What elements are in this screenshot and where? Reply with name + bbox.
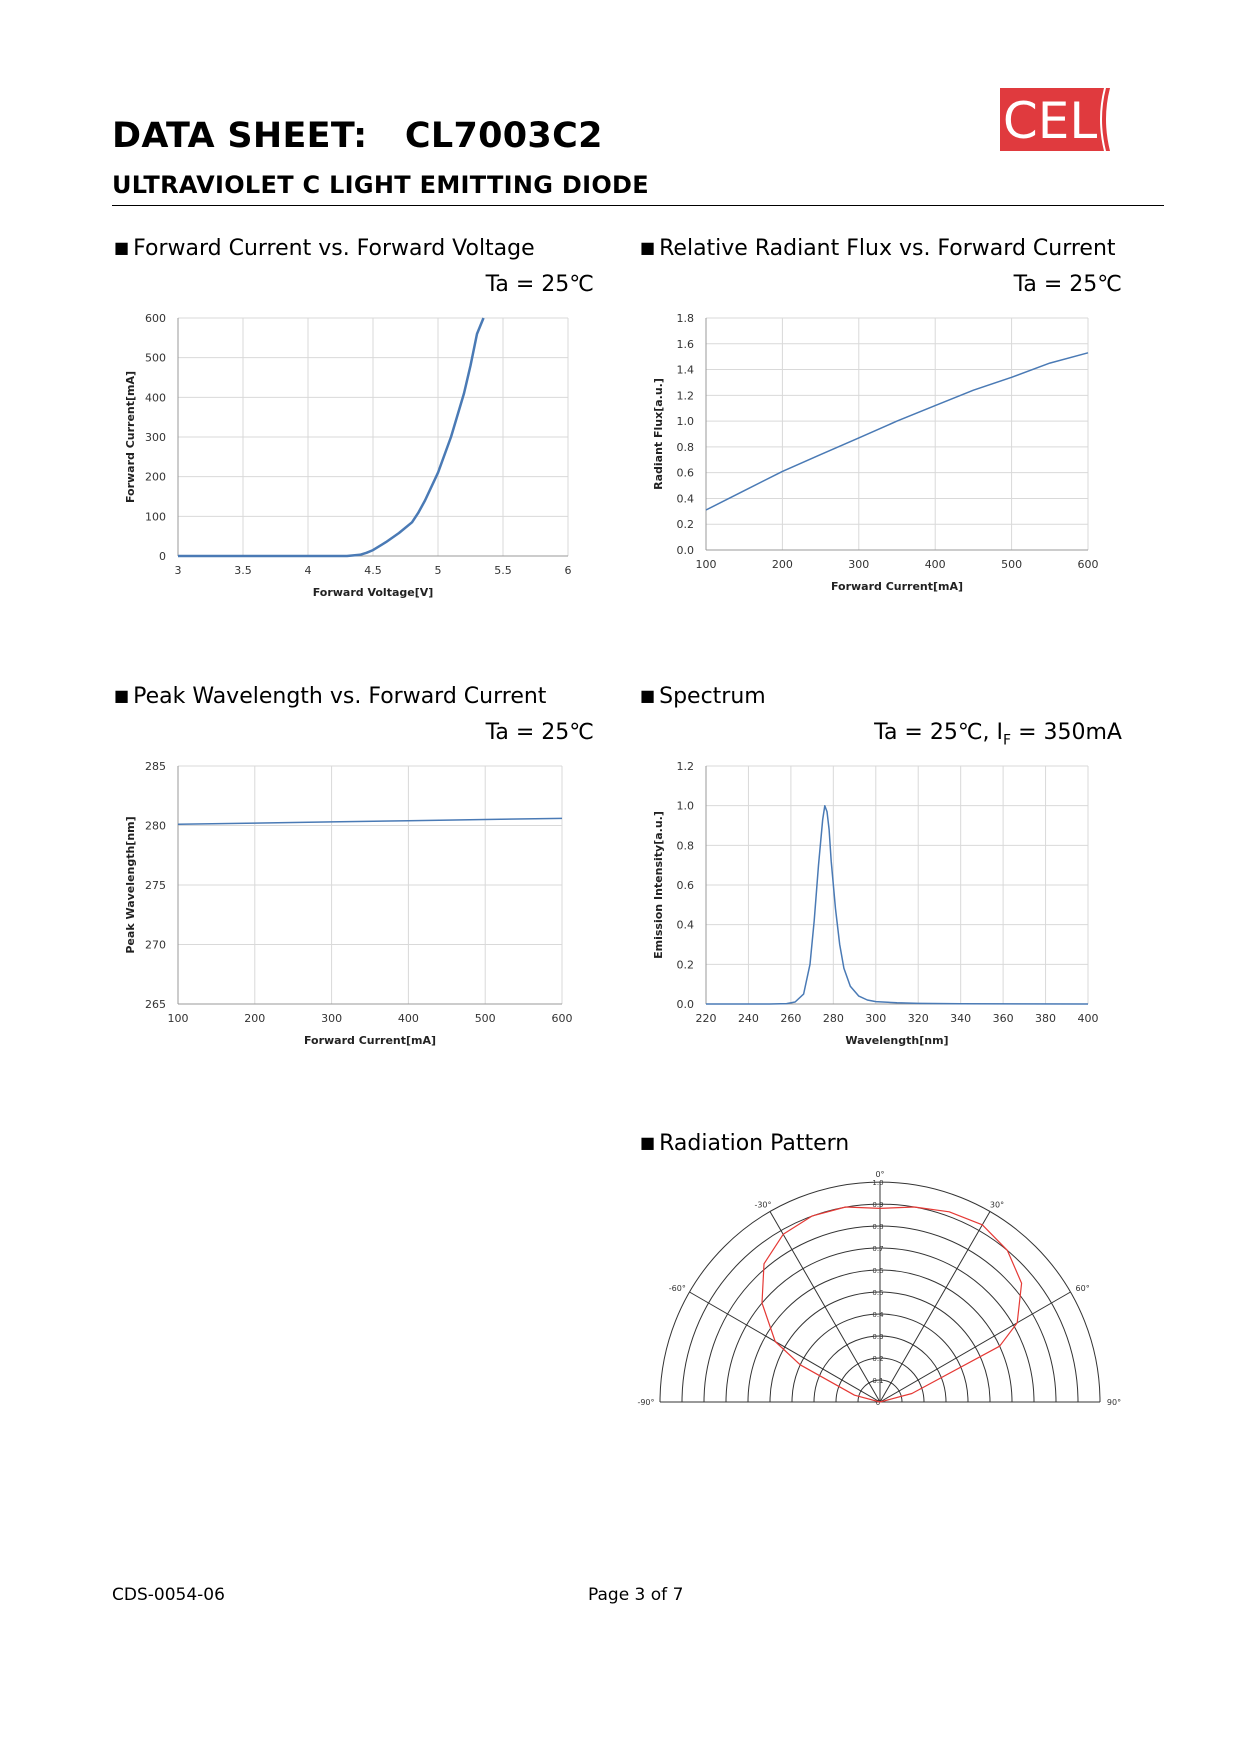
angle-label: 60° <box>1075 1284 1090 1293</box>
series-line <box>178 818 562 824</box>
condition-spec: Ta = 25℃, $I_F = 350mA$ <box>874 720 1122 749</box>
radial-tick-label: 0.7 <box>872 1245 884 1253</box>
y-tick-label: 270 <box>145 938 166 952</box>
y-axis-label: Emission Intensity[a.u.] <box>652 811 665 959</box>
y-axis-label: Peak Wavelength[nm] <box>124 816 137 954</box>
y-axis-label: Forward Current[mA] <box>124 370 137 504</box>
bullet-square-icon: ■ <box>640 1133 656 1152</box>
y-tick-label: 1.2 <box>676 760 694 773</box>
y-tick-label: 0.0 <box>676 998 694 1011</box>
polar-spoke <box>880 1292 1071 1402</box>
y-tick-label: 265 <box>145 998 166 1011</box>
bullet-square-icon: ■ <box>114 238 130 257</box>
chart-peak-wavelength-vs-current <box>112 748 632 1088</box>
document-title: DATA SHEET: CL7003C2 <box>112 116 603 156</box>
chart-radiation-pattern <box>630 1170 1130 1420</box>
y-tick-label: 280 <box>145 819 166 833</box>
y-tick-label: 300 <box>145 431 166 444</box>
x-tick-label: 600 <box>551 1012 573 1025</box>
x-axis-label: Forward Current[mA] <box>830 580 964 593</box>
x-tick-label: 600 <box>1077 558 1099 571</box>
series-line <box>706 806 1088 1004</box>
x-tick-label: 400 <box>397 1012 419 1025</box>
y-tick-label: 200 <box>145 470 166 484</box>
section-title-wl <box>114 684 546 709</box>
x-tick-label: 5 <box>434 564 442 577</box>
x-axis-label: Forward Current[mA] <box>303 1034 437 1047</box>
footer-page-number: Page 3 of 7 <box>588 1585 684 1605</box>
y-axis-label: Radiant Flux[a.u.] <box>652 378 665 490</box>
y-tick-label: 275 <box>145 879 166 892</box>
series-line <box>706 353 1088 510</box>
y-tick-label: 1.6 <box>676 337 694 351</box>
radial-tick-label: 0.5 <box>872 1289 884 1297</box>
radiation-curve <box>762 1207 1022 1402</box>
section-title-rad <box>640 1131 849 1156</box>
y-tick-label: 0.6 <box>676 466 694 480</box>
x-tick-label: 400 <box>924 558 946 571</box>
x-tick-label: 240 <box>737 1012 759 1025</box>
y-tick-label: 500 <box>145 351 166 365</box>
y-tick-label: 0.2 <box>676 518 694 532</box>
x-tick-label: 500 <box>474 1012 496 1025</box>
condition-flux: Ta = 25℃ <box>1013 272 1122 297</box>
logo-accent <box>1102 88 1110 151</box>
footer-doc-code: CDS-0054-06 <box>112 1585 225 1605</box>
x-tick-label: 3.5 <box>234 564 252 577</box>
bullet-square-icon: ■ <box>640 238 656 257</box>
section-title-spec <box>640 684 766 709</box>
radial-tick-label: 0.4 <box>872 1311 884 1319</box>
polar-spoke <box>770 1211 880 1402</box>
y-tick-label: 600 <box>145 312 166 325</box>
x-tick-label: 400 <box>1077 1012 1099 1025</box>
header-divider <box>112 205 1164 206</box>
x-tick-label: 6 <box>564 564 572 577</box>
x-tick-label: 260 <box>780 1012 802 1025</box>
y-tick-label: 1.2 <box>676 389 694 403</box>
radial-tick-label: 0.1 <box>872 1377 884 1385</box>
y-tick-label: 0.0 <box>676 544 694 557</box>
condition-fv: Ta = 25℃ <box>485 272 594 297</box>
section-title-text: Relative Radiant Flux vs. Forward Current <box>659 236 1116 261</box>
radial-tick-label: 1.0 <box>872 1179 884 1187</box>
section-title-fv <box>114 236 535 261</box>
y-tick-label: 100 <box>145 510 166 524</box>
y-tick-label: 0.2 <box>676 958 694 972</box>
x-tick-label: 200 <box>244 1012 266 1025</box>
y-tick-label: 0.8 <box>676 839 694 853</box>
radial-tick-label: 0.8 <box>872 1223 884 1231</box>
y-tick-label: 1.0 <box>676 799 694 813</box>
x-axis-label: Forward Voltage[V] <box>312 586 434 599</box>
angle-label: -60° <box>668 1284 686 1293</box>
chart-radiant-flux-vs-current <box>640 300 1160 640</box>
x-tick-label: 340 <box>950 1012 972 1025</box>
radial-tick-label: 0.3 <box>872 1333 884 1341</box>
x-tick-label: 3 <box>174 564 182 577</box>
x-tick-label: 100 <box>167 1012 189 1025</box>
radial-tick-label: 0 <box>875 1399 881 1407</box>
cel-logo <box>1000 88 1112 151</box>
bullet-square-icon: ■ <box>114 686 130 705</box>
section-title-text: Radiation Pattern <box>659 1131 850 1156</box>
x-axis-label: Wavelength[nm] <box>845 1034 949 1047</box>
y-tick-label: 0.6 <box>676 879 694 892</box>
x-tick-label: 380 <box>1035 1012 1057 1025</box>
section-title-text: Spectrum <box>659 684 766 709</box>
y-tick-label: 0 <box>159 550 166 563</box>
x-tick-label: 200 <box>771 558 793 571</box>
y-tick-label: 400 <box>145 391 166 405</box>
x-tick-label: 5.5 <box>494 564 512 577</box>
radial-tick-label: 0.6 <box>872 1267 884 1275</box>
bullet-square-icon: ■ <box>640 686 656 705</box>
y-tick-label: 1.0 <box>676 415 694 429</box>
y-tick-label: 0.4 <box>676 918 694 932</box>
chart-spectrum <box>640 748 1160 1088</box>
section-title-flux <box>640 236 1116 261</box>
x-tick-label: 320 <box>907 1012 929 1025</box>
x-tick-label: 4.5 <box>364 564 382 577</box>
y-tick-label: 0.8 <box>676 440 694 454</box>
angle-label: -90° <box>637 1398 655 1407</box>
logo-text: CEL <box>1002 92 1098 150</box>
section-title-text: Forward Current vs. Forward Voltage <box>133 236 535 261</box>
x-tick-label: 300 <box>865 1012 887 1025</box>
x-tick-label: 300 <box>321 1012 343 1025</box>
x-tick-label: 500 <box>1001 558 1023 571</box>
angle-label: 0° <box>875 1170 885 1179</box>
x-tick-label: 300 <box>848 558 870 571</box>
x-tick-label: 4 <box>304 564 312 577</box>
y-tick-label: 1.4 <box>676 363 694 377</box>
section-title-text: Peak Wavelength vs. Forward Current <box>133 684 547 709</box>
radial-tick-label: 0.2 <box>872 1355 884 1363</box>
y-tick-label: 1.8 <box>676 312 694 325</box>
radial-tick-label: 0.9 <box>872 1201 884 1209</box>
x-tick-label: 360 <box>992 1012 1014 1025</box>
y-tick-label: 0.4 <box>676 492 694 506</box>
x-tick-label: 100 <box>695 558 717 571</box>
y-tick-label: 285 <box>145 760 166 773</box>
condition-wl: Ta = 25℃ <box>485 720 594 745</box>
angle-label: -30° <box>754 1200 772 1210</box>
angle-label: 30° <box>989 1200 1005 1210</box>
x-tick-label: 280 <box>822 1012 844 1025</box>
polar-spoke <box>880 1211 990 1402</box>
x-tick-label: 220 <box>695 1012 717 1025</box>
document-subtitle: ULTRAVIOLET C LIGHT EMITTING DIODE <box>112 171 649 199</box>
angle-label: 90° <box>1106 1398 1122 1407</box>
polar-spoke <box>689 1292 880 1402</box>
chart-forward-current-vs-voltage <box>112 300 632 640</box>
